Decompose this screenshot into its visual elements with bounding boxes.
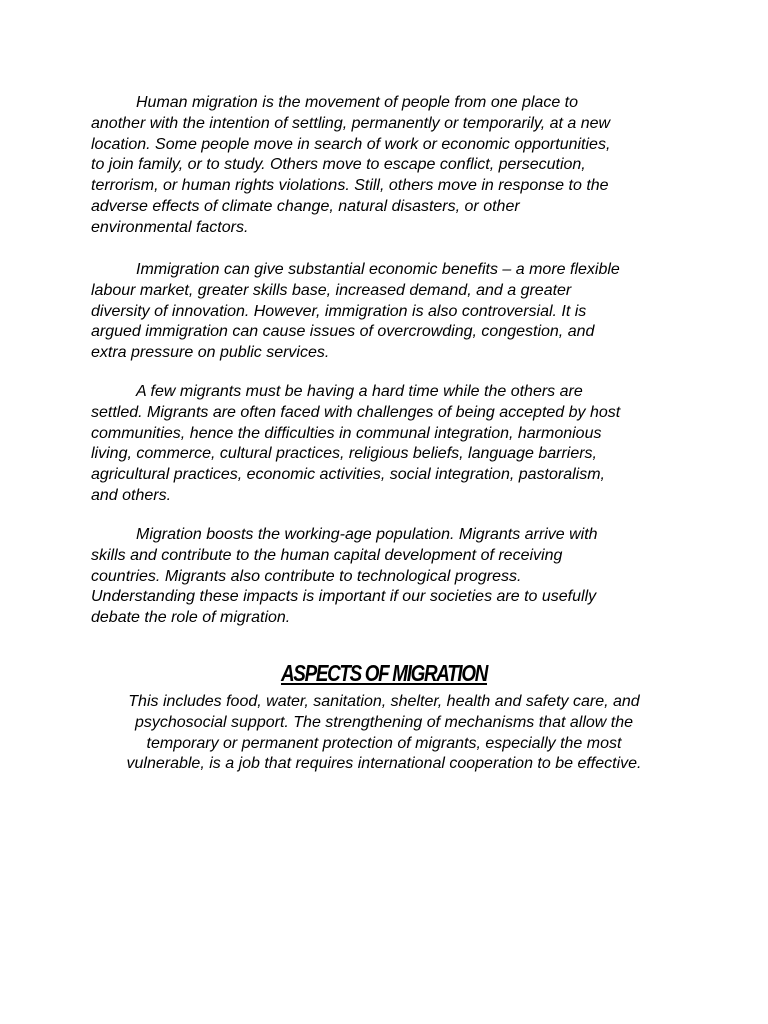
paragraph-migrant-challenges: A few migrants must be having a hard time while the others are settled. Migrants are often faced with challenges of being accepted by host communities, hence the difficulties in communal integration, harmonious living, commerce, cultural practices, religious beliefs, language barriers, agricultural practices, economic activities, social integration, pastoralism, and others.	[91, 383, 621, 504]
paragraph-working-age-population: Migration boosts the working-age population. Migrants arrive with skills and contribute to the human capital development of receiving countries. Migrants also contribute to technological progress. Understanding these impacts is important if our societies are to usefully debate the role of migration.	[91, 526, 598, 627]
paragraph-immigration-benefits: Immigration can give substantial economic benefits – a more flexible labour market, greater skills base, increased demand, and a greater diversity of innovation. However, immigration is also controversial. It is argued immigration can cause issues of overcrowding, congestion, and extra pressure on public services.	[91, 261, 620, 362]
paragraph-human-migration: Human migration is the movement of people from one place to another with the intention of settling, permanently or temporarily, at a new location. Some people move in search of work or economic opportunities, to join family, or to study. Others move to escape conflict, persecution, terrorism, or human rights violations. Still, others move in response to the adverse effects of climate change, natural disasters, or other environmental factors.	[91, 94, 611, 236]
section-heading: ASPECTS OF MIGRATION	[280, 660, 488, 686]
section-text: This includes food, water, sanitation, shelter, health and safety care, and psychosocial support. The strengthening of mechanisms that allow the temporary or permanent protection of migrants, especially the most vulnerable, is a job that requires international cooperation to be effective.	[126, 693, 642, 773]
